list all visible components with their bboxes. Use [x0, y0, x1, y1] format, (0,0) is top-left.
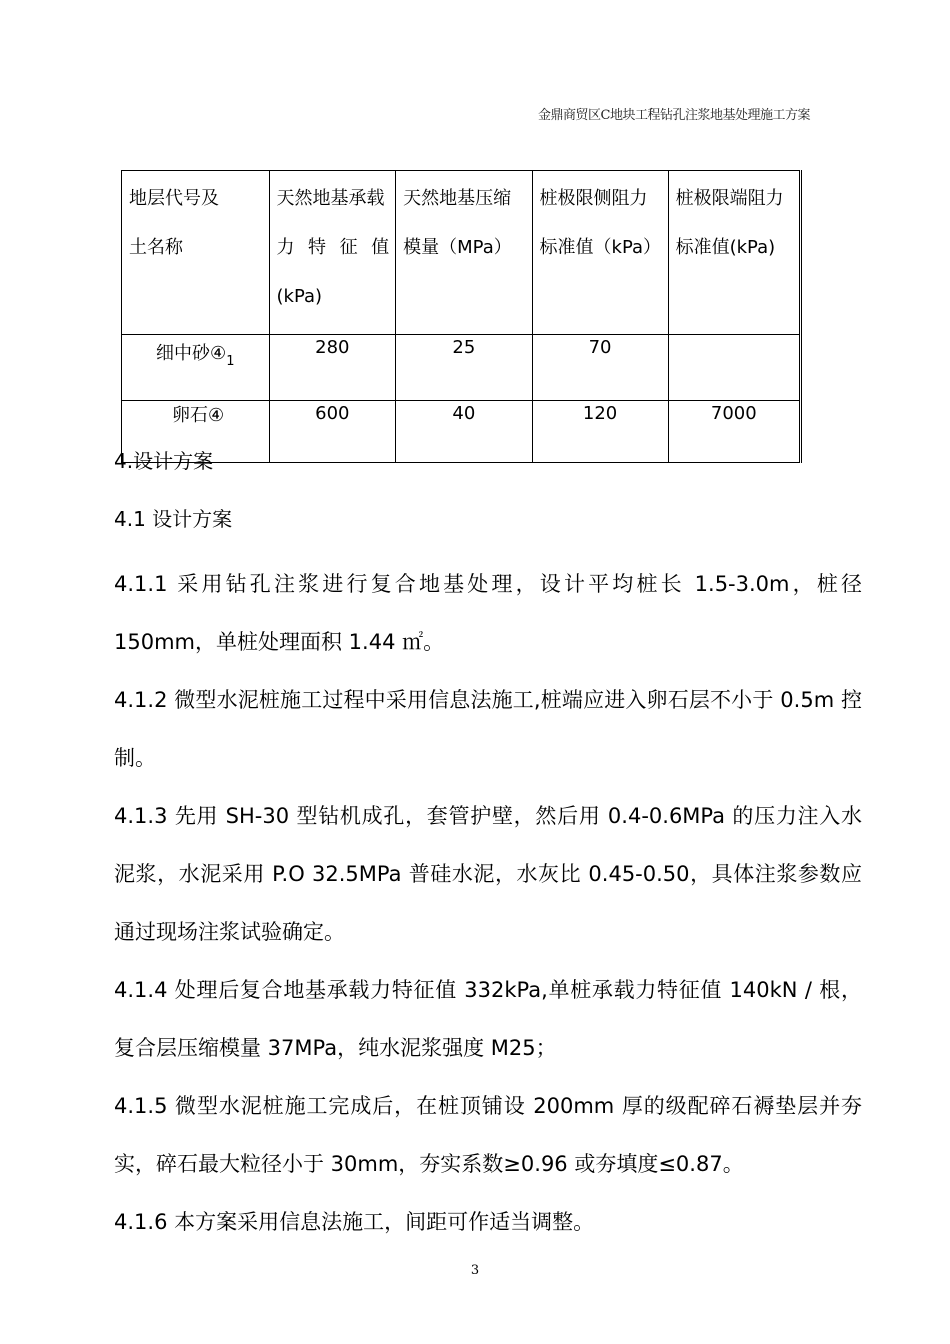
document-body — [114, 444, 862, 1251]
header-cell-bearing-capacity: 天然地基承载 力 特 征 值 (kPa) — [269, 171, 396, 335]
page-number: 3 — [470, 1263, 480, 1278]
cell-side-resistance: 70 — [532, 335, 668, 401]
cell-side-resistance: 120 — [532, 401, 668, 463]
header-cell-side-resistance: 桩极限侧阻力 标准值（kPa） — [532, 171, 668, 335]
paragraph-4-1-1: 4.1.1 采用钻孔注浆进行复合地基处理，设计平均桩长 1.5-3.0m，桩径 150mm，单桩处理面积 1.44 ㎡。 — [114, 572, 862, 654]
cell-bearing-capacity: 600 — [269, 401, 396, 463]
paragraph-4-1-2: 4.1.2 微型水泥桩施工过程中采用信息法施工,桩端应进入卵石层不小于 0.5m 控制。 — [114, 688, 862, 770]
running-header: 金鼎商贸区C地块工程钻孔注浆地基处理施工方案 — [538, 108, 810, 123]
cell-end-resistance — [668, 335, 800, 401]
header-cell-end-resistance: 桩极限端阻力 标准值(kPa) — [668, 171, 800, 335]
cell-soil-name: 卵石④ — [122, 401, 270, 463]
paragraph-4-1-5: 4.1.5 微型水泥桩施工完成后，在桩顶铺设 200mm 厚的级配碎石褥垫层并夯实，碎石最大粒径小于 30mm，夯实系数≥0.96 或夯填度≤0.87。 — [114, 1094, 862, 1176]
cell-bearing-capacity: 280 — [269, 335, 396, 401]
subsection-title: 4.1 设计方案 — [114, 507, 233, 531]
soil-parameter-table — [121, 170, 802, 463]
table-row — [122, 335, 801, 401]
section-title: 4.设计方案 — [114, 449, 214, 473]
paragraph-4-1-3: 4.1.3 先用 SH-30 型钻机成孔，套管护壁，然后用 0.4-0.6MPa 的压力注入水泥浆，水泥采用 P.O 32.5MPa 普硅水泥，水灰比 0.45-0.50，具体注浆参数应通过现场注浆试验确定。 — [114, 804, 862, 944]
cell-compression-modulus: 25 — [396, 335, 532, 401]
paragraph-4-1-6: 4.1.6 本方案采用信息法施工，间距可作适当调整。 — [114, 1210, 595, 1234]
cell-soil-name: 细中砂$④_1$ — [122, 335, 270, 401]
table-header-row — [122, 171, 801, 335]
paragraph-4-1-4: 4.1.4 处理后复合地基承载力特征值 332kPa,单桩承载力特征值 140kN / 根，复合层压缩模量 37MPa，纯水泥浆强度 M25； — [114, 978, 862, 1060]
header-cell-soil-name: 地层代号及 土名称 — [122, 171, 270, 335]
cell-end-resistance: 7000 — [668, 401, 800, 463]
cell-compression-modulus: 40 — [396, 401, 532, 463]
header-cell-compression-modulus: 天然地基压缩 模量（MPa） — [396, 171, 532, 335]
